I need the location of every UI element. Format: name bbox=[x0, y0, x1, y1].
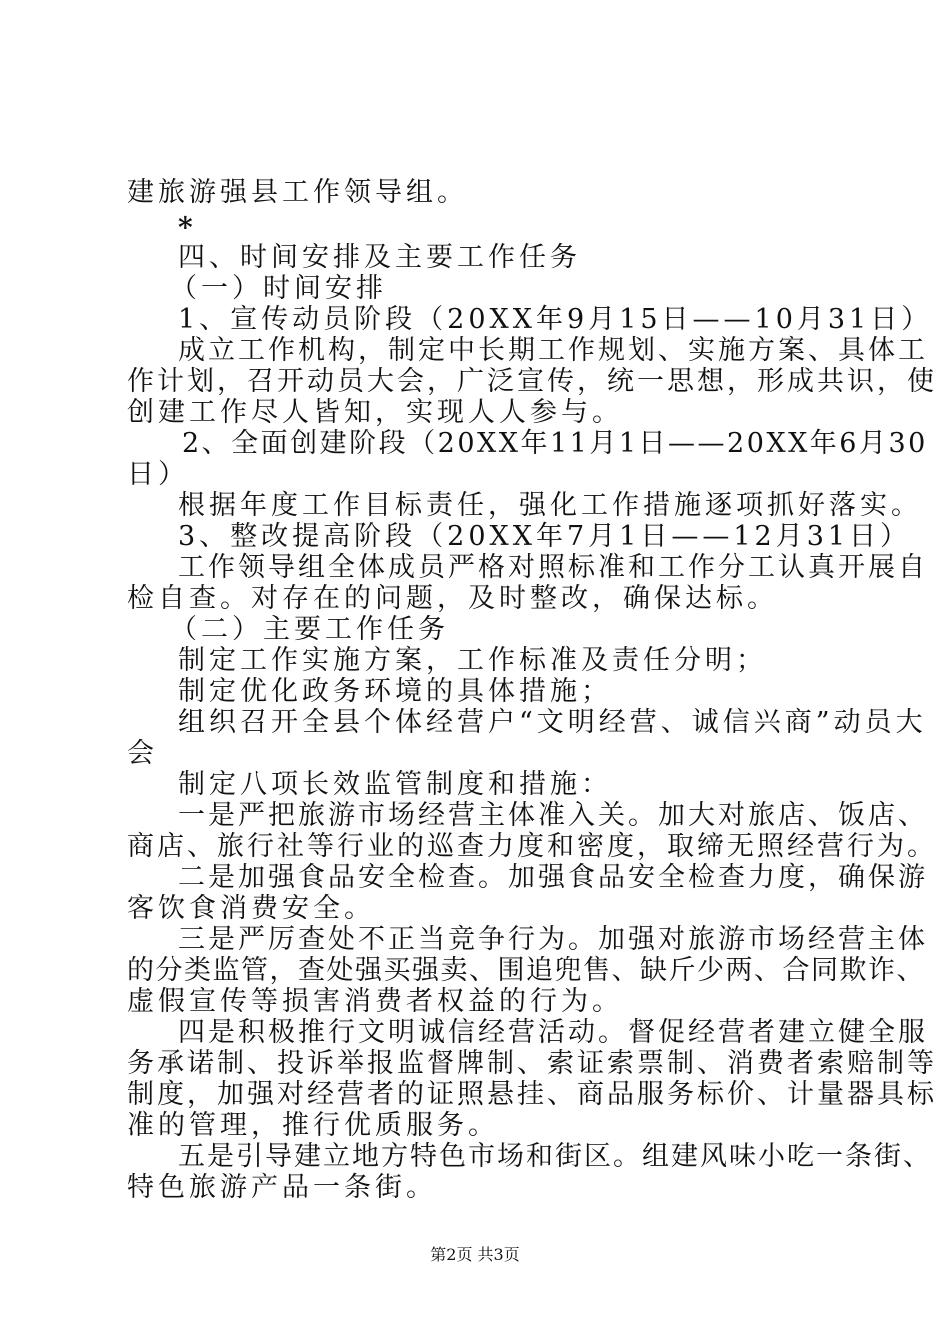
paragraph-line: 检自查。对存在的问题，及时整改，确保达标。 bbox=[127, 583, 778, 614]
paragraph-line: 特色旅游产品一条街。 bbox=[127, 1172, 437, 1203]
paragraph-line: 创建工作尽人皆知，实现人人参与。 bbox=[127, 397, 623, 428]
stage-heading: 1、宣传动员阶段（20XX年9月15日——10月31日） bbox=[178, 304, 933, 335]
paragraph-line: 客饮食消费安全。 bbox=[127, 893, 375, 924]
paragraph-line: 四是积极推行文明诚信经营活动。督促经营者建立健全服 bbox=[178, 1017, 928, 1048]
paragraph-line: 作计划，召开动员大会，广泛宣传，统一思想，形成共识，使 bbox=[127, 366, 937, 397]
subsection-heading: （二）主要工作任务 bbox=[170, 614, 449, 645]
paragraph-line: 的分类监管，查处强买强卖、围追兜售、缺斤少两、合同欺诈、 bbox=[127, 955, 925, 986]
list-item: 制定八项长效监管制度和措施： bbox=[178, 769, 612, 800]
list-item: 制定优化政务环境的具体措施； bbox=[178, 676, 612, 707]
stage-heading: 2、全面创建阶段（20XX年11月1日——20XX年6月30 bbox=[182, 428, 928, 459]
paragraph-line: 二是加强食品安全检查。加强食品安全检查力度，确保游 bbox=[178, 862, 928, 893]
page-footer: 第2页 共3页 bbox=[430, 1245, 520, 1264]
list-item: 会 bbox=[127, 738, 158, 769]
subsection-heading: （一）时间安排 bbox=[170, 273, 387, 304]
paragraph-line: 准的管理，推行优质服务。 bbox=[127, 1110, 499, 1141]
paragraph-line: 建旅游强县工作领导组。 bbox=[127, 177, 468, 208]
paragraph-line: 务承诺制、投诉举报监督牌制、索证索票制、消费者索赔制等 bbox=[127, 1048, 937, 1079]
list-item: 制定工作实施方案，工作标准及责任分明； bbox=[178, 645, 767, 676]
paragraph-line: 商店、旅行社等行业的巡查力度和密度，取缔无照经营行为。 bbox=[127, 831, 937, 862]
paragraph-line: 工作领导组全体成员严格对照标准和工作分工认真开展自 bbox=[178, 552, 928, 583]
paragraph-line: 虚假宣传等损害消费者权益的行为。 bbox=[127, 986, 623, 1017]
section-heading: 四、时间安排及主要工作任务 bbox=[178, 242, 581, 273]
paragraph-line: 五是引导建立地方特色市场和街区。组建风味小吃一条街、 bbox=[178, 1141, 932, 1172]
asterisk-marker: * bbox=[178, 211, 193, 244]
paragraph-line: 成立工作机构，制定中长期工作规划、实施方案、具体工 bbox=[178, 335, 928, 366]
paragraph-line: 三是严厉查处不正当竞争行为。加强对旅游市场经营主体 bbox=[178, 924, 928, 955]
paragraph-line: 制度，加强对经营者的证照悬挂、商品服务标价、计量器具标 bbox=[127, 1079, 937, 1110]
paragraph-line: 日） bbox=[127, 459, 189, 490]
list-item: 组织召开全县个体经营户“文明经营、诚信兴商”动员大 bbox=[178, 707, 927, 738]
paragraph-line: 根据年度工作目标责任，强化工作措施逐项抓好落实。 bbox=[178, 490, 922, 521]
paragraph-line: 一是严把旅游市场经营主体准入关。加大对旅店、饭店、 bbox=[178, 800, 928, 831]
stage-heading: 3、整改提高阶段（20XX年7月1日——12月31日） bbox=[178, 521, 912, 552]
